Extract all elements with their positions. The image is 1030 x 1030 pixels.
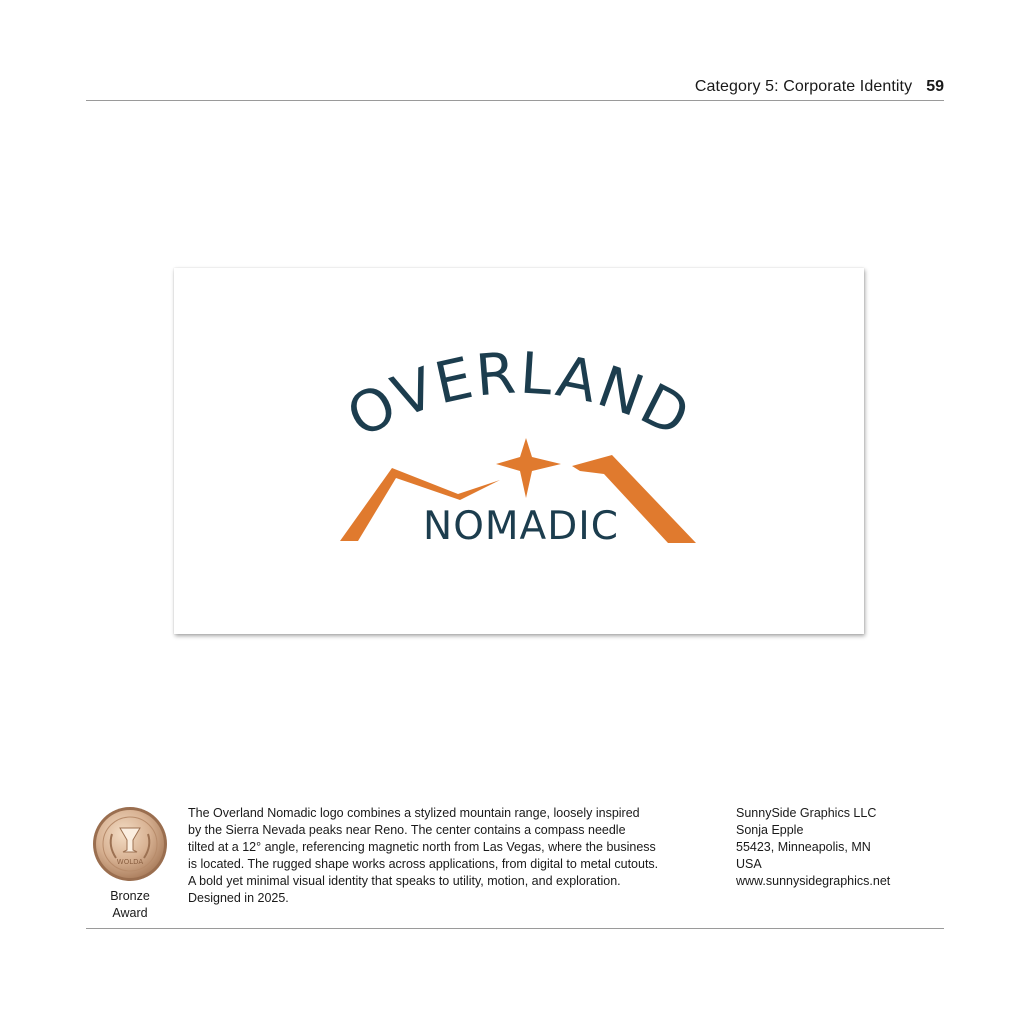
award-label	[90, 888, 170, 922]
credit-company: SunnySide Graphics LLC	[736, 806, 877, 820]
logo-word-overland-path: OVERLAND	[337, 340, 701, 451]
overland-nomadic-logo	[174, 268, 864, 634]
description-line: by the Sierra Nevada peaks near Reno. The center contains a compass needle	[188, 823, 626, 837]
description-line: is located. The rugged shape works across applications, from digital to metal cutouts.	[188, 857, 659, 871]
bronze-medal	[92, 806, 168, 882]
credit-person: Sonja Epple	[736, 823, 804, 837]
logo-word-overland	[337, 340, 701, 451]
award-line-1: Bronze	[110, 889, 150, 903]
award-line-2: Award	[112, 906, 148, 920]
category-title: Category 5: Corporate Identity	[694, 78, 913, 95]
logo-word-nomadic: NOMADIC	[423, 504, 619, 549]
credits	[736, 805, 936, 890]
medal-text: WOLDA	[116, 858, 144, 866]
description	[188, 805, 708, 907]
credit-website: www.sunnysidegraphics.net	[736, 874, 891, 888]
description-line: Designed in 2025.	[188, 891, 289, 905]
page-number: 59	[926, 78, 944, 95]
footer-divider	[86, 928, 944, 929]
description-line: A bold yet minimal visual identity that speaks to utility, motion, and exploration.	[188, 874, 621, 888]
page-header	[86, 76, 944, 101]
credit-country: USA	[736, 857, 762, 871]
logo-card	[174, 268, 864, 634]
compass-star-icon	[496, 438, 561, 498]
description-line: tilted at a 12° angle, referencing magnetic north from Las Vegas, where the business	[188, 840, 656, 854]
description-line: The Overland Nomadic logo combines a stylized mountain range, loosely inspired	[188, 806, 640, 820]
credit-city: 55423, Minneapolis, MN	[736, 840, 871, 854]
